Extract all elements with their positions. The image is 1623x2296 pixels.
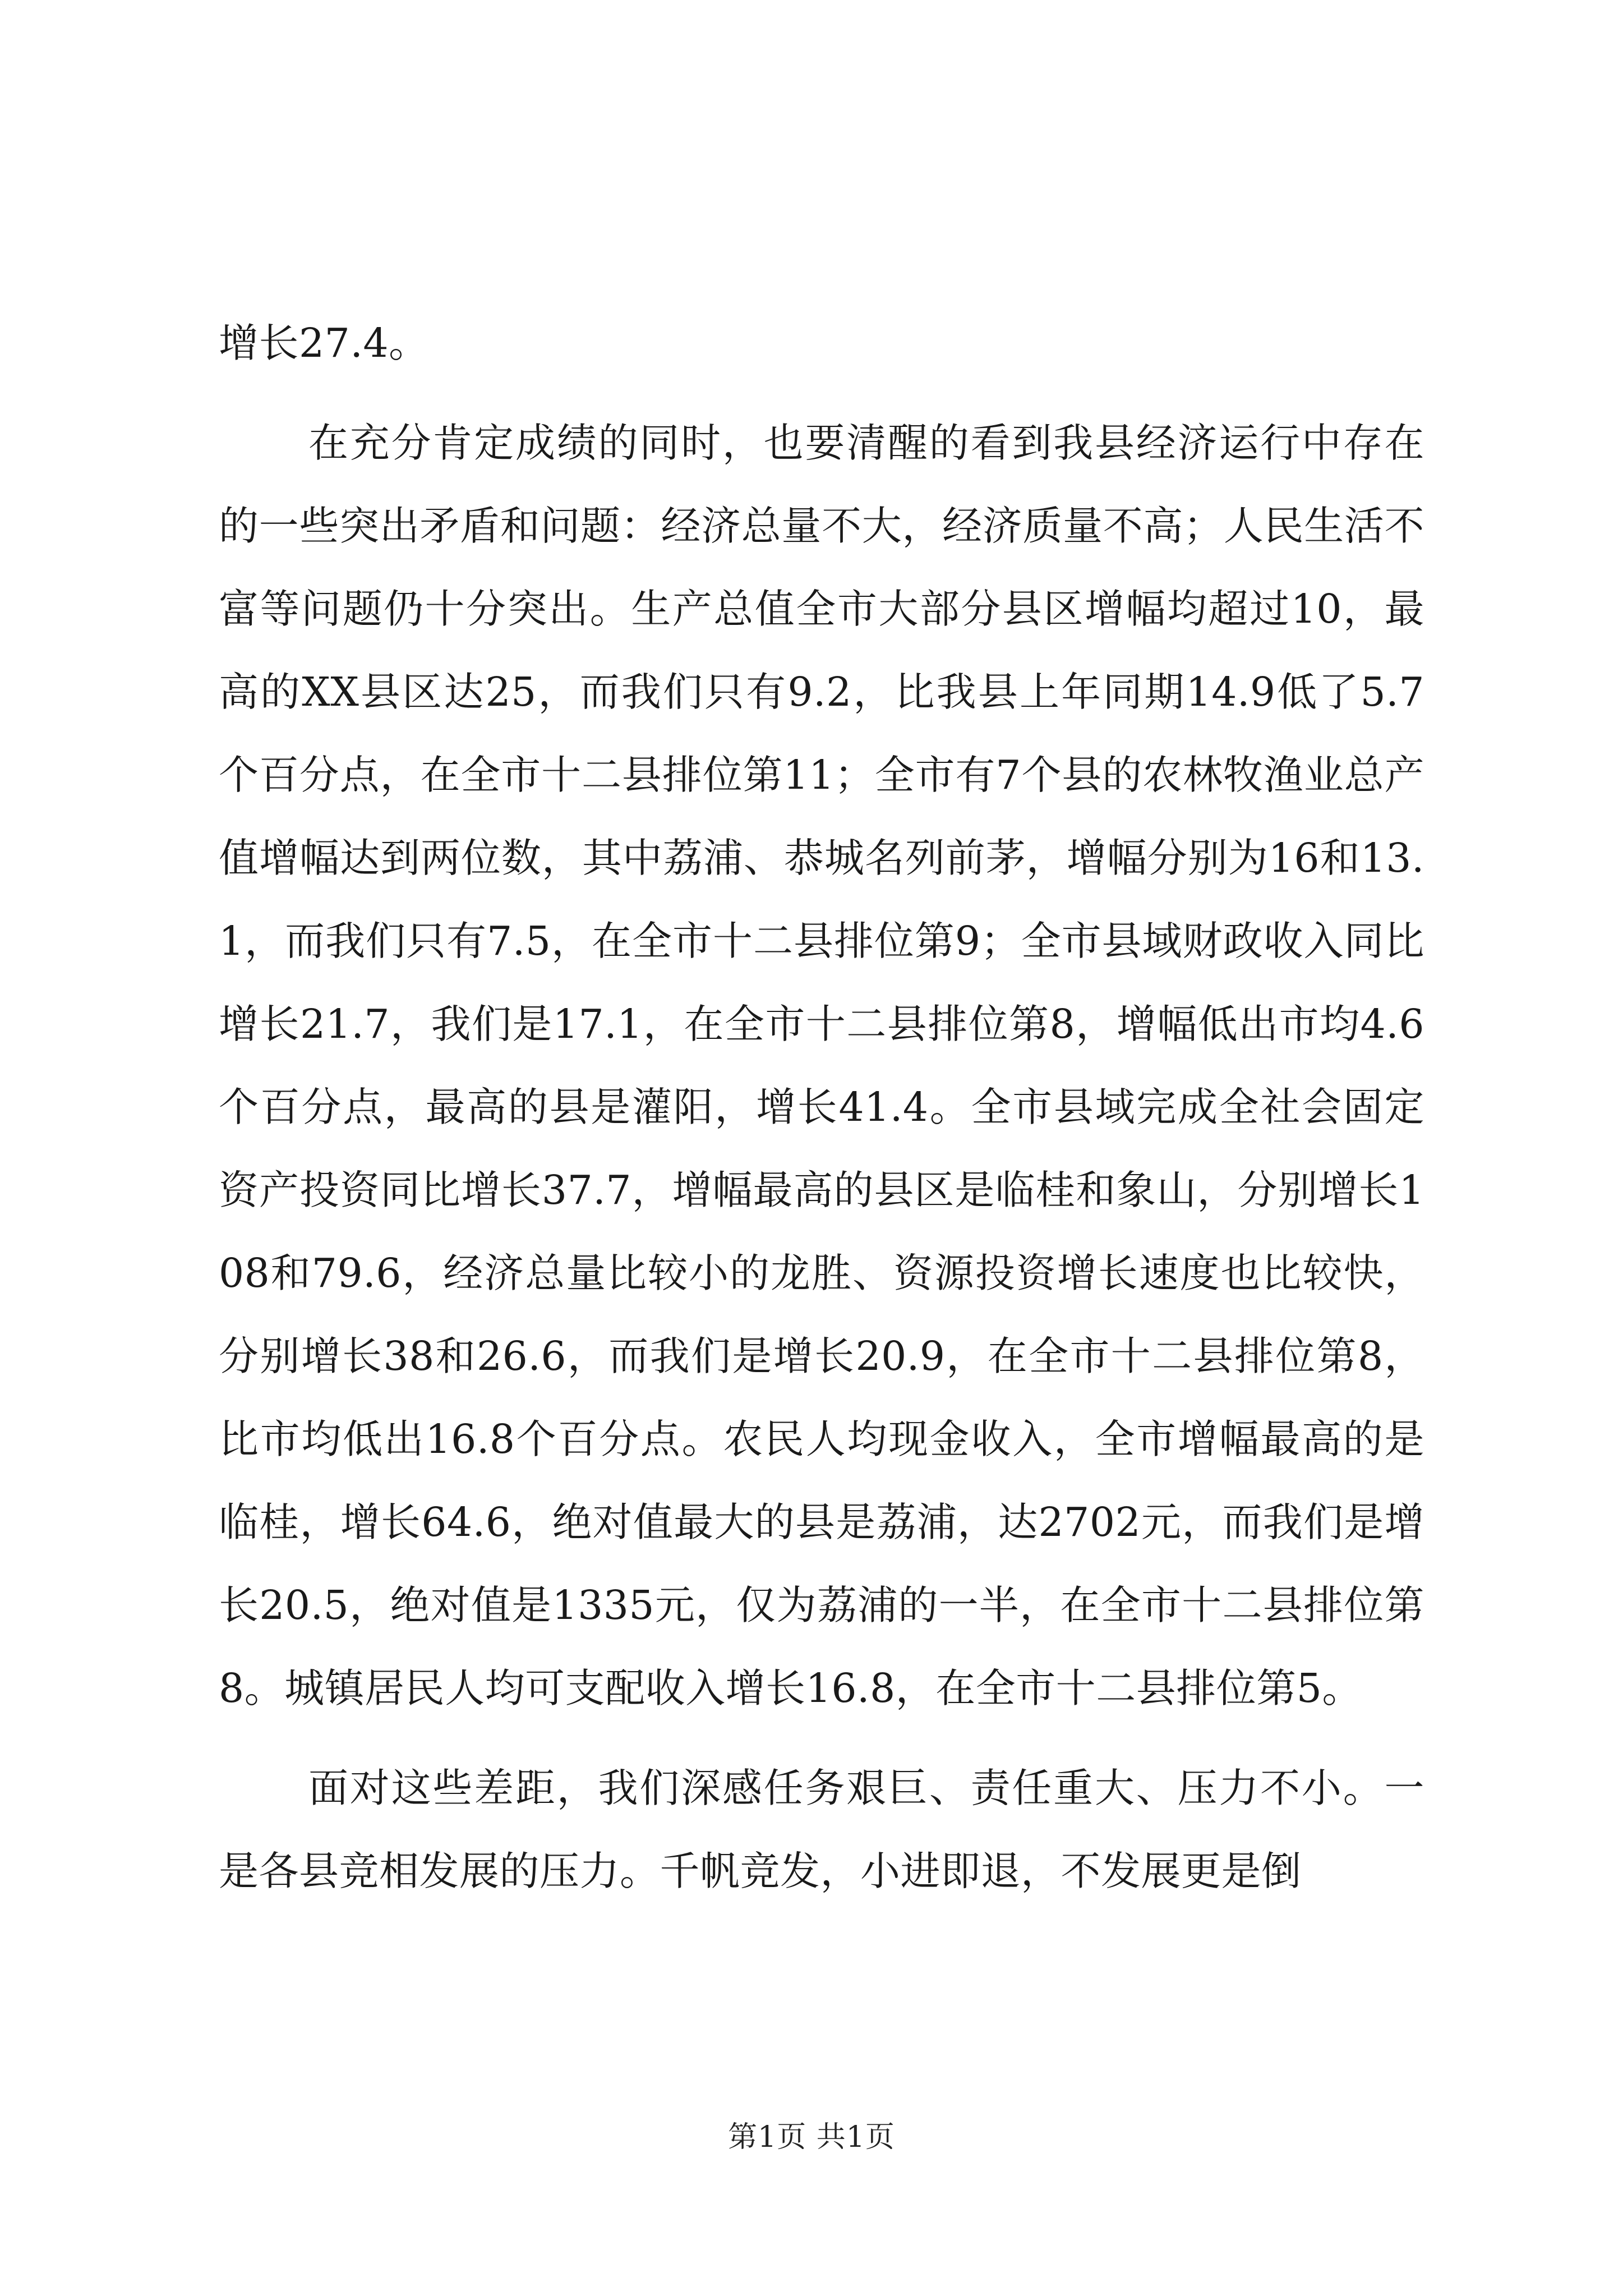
paragraph-3: 面对这些差距，我们深感任务艰巨、责任重大、压力不小。一是各县竞相发展的压力。千帆竞发，小进即退，不发展更是倒: [219, 1765, 1424, 1894]
paragraph-1: 增长27.4。: [219, 320, 429, 366]
document-body: [219, 302, 1424, 1913]
paragraph-2: 在充分肯定成绩的同时，也要清醒的看到我县经济运行中存在的一些突出矛盾和问题：经济总量不大，经济质量不高；人民生活不富等问题仍十分突出。生产总值全市大部分县区增幅均超过10，最高的XX县区达25，而我们只有9.2，比我县上年同期14.9低了5.7个百分点，在全市十二县排位第11；全市有7个县的农林牧渔业总产值增幅达到两位数，其中荔浦、恭城名列前茅，增幅分别为16和13.1，而我们只有7.5，在全市十二县排位第9；全市县域财政收入同比增长21.7，我们是17.1，在全市十二县排位第8，增幅低出市均4.6个百分点，最高的县是灌阳，增长41.4。全市县域完成全社会固定资产投资同比增长37.7，增幅最高的县区是临桂和象山，分别增长108和79.6，经济总量比较小的龙胜、资源投资增长速度也比较快，分别增长38和26.6，而我们是增长20.9，在全市十二县排位第8，比市均低出16.8个百分点。农民人均现金收入，全市增幅最高的是临桂，增长64.6，绝对值最大的县是荔浦，达2702元，而我们是增长20.5，绝对值是1335元，仅为荔浦的一半，在全市十二县排位第8。城镇居民人均可支配收入增长16.8，在全市十二县排位第5。: [219, 420, 1424, 1711]
page-footer: 第1页 共1页: [728, 2120, 895, 2154]
